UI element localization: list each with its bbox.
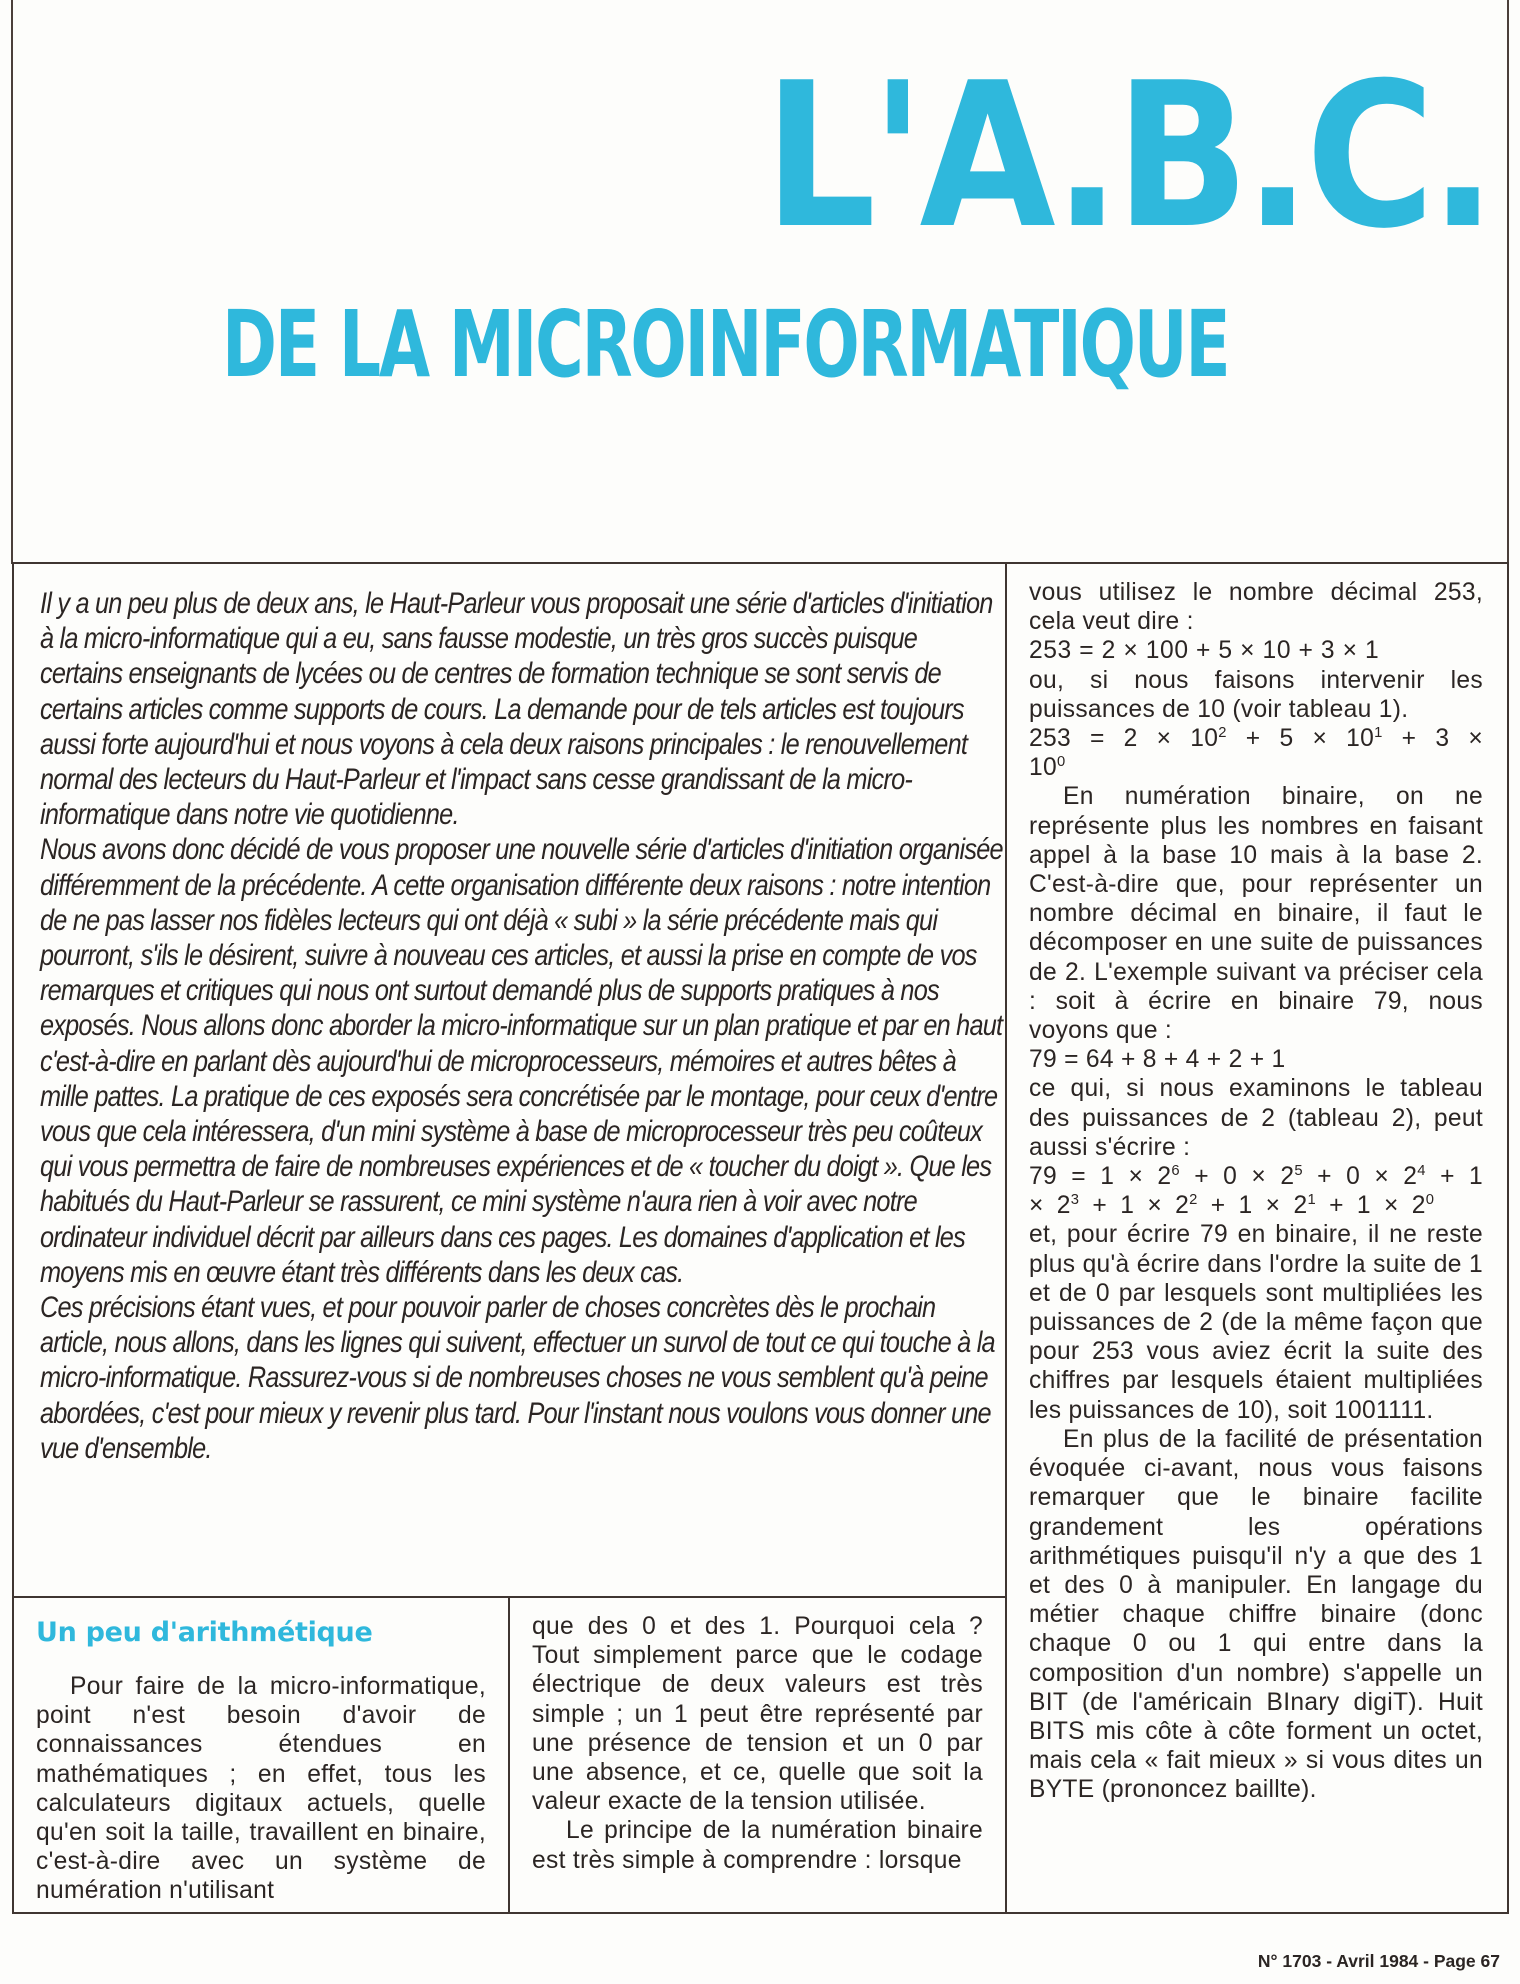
body-paragraph: ce qui, si nous examinons le tableau des puissances de 2 (tableau 2), peut aussi s'écrire : [1029, 1075, 1483, 1161]
intro-paragraph: Il y a un peu plus de deux ans, le Haut-Parleur vous proposait une série d'articles d'initiation à la micro-informatique qui a eu, sans fausse modestie, un très gros succès puisque certains enseignants de lycées ou de centres de formation technique se sont servis de certains articles comme supports de cours. La demande pour de tels articles est toujours aussi forte aujourd'hui et nous voyons à cela deux raisons principales : le renouvellement normal des lecteurs du Haut-Parleur et l'impact sans cesse grandissant de la micro-informatique dans notre vie quotidienne. [40, 587, 993, 832]
body-paragraph: Le principe de la numération binaire est très simple à comprendre : lorsque [532, 1817, 983, 1874]
equation: 253 = 2 × 100 + 5 × 10 + 3 × 1 [1029, 637, 1380, 665]
section-heading: Un peu d'arithmétique [36, 1617, 373, 1648]
equation: $79 = 1 \times 2^6 + 0 \times 2^5 + 0 \times 2^4 + 1 \times 2^3 + 1 \times 2^2 + 1 \times 2^1 + 1 \times 2^0$ [1029, 1163, 1484, 1220]
intro-paragraph: Ces précisions étant vues, et pour pouvoir parler de choses concrètes dès le prochain article, nous allons, dans les lignes qui suivent, effectuer un survol de tout ce qui touche à la micro-informatique. Rassurez-vous si de nombreuses choses ne vous semblent qu'à peine abordées, c'est pour mieux y revenir plus tard. Pour l'instant nous voulons vous donner une vue d'ensemble. [40, 1291, 995, 1465]
intro-box [12, 562, 1007, 1598]
body-paragraph: et, pour écrire 79 en binaire, il ne reste plus qu'à écrire dans l'ordre la suite de 1 et de 0 par lesquels sont multipliées les puissances de 2 (de la même façon que pour 253 vous aviez écrit la suite des chiffres par lesquels étaient multipliées les puissances de 10), soit 1001111. [1029, 1221, 1483, 1424]
frame-right-line [1507, 0, 1509, 564]
body-paragraph: Pour faire de la micro-informatique, point n'est besoin d'avoir de connaissances étendues en mathématiques ; en effet, tous les calculateurs digitaux actuels, quelle qu'en soit la taille, travaillent en binaire, c'est-à-dire avec un système de numération n'utilisant [36, 1673, 486, 1905]
body-paragraph: vous utilisez le nombre décimal 253, cela veut dire : [1029, 579, 1483, 636]
body-paragraph: que des 0 et des 1. Pourquoi cela ? Tout simplement parce que le codage électrique de deux valeurs est très simple ; un 1 peut être représenté par une présence de tension et un 0 par une absence, et ce, quelle que soit la valeur exacte de la tension utilisée. [532, 1613, 983, 1816]
article-column-3 [1005, 562, 1509, 1914]
body-paragraph: En plus de la facilité de présentation évoquée ci-avant, nous vous faisons remarquer que le binaire facilite grandement les opérations arithmétiques puisqu'il n'y a que des 1 et des 0 à manipuler. En langage du métier chaque chiffre binaire (donc chaque 0 ou 1 qui entre dans la composition d'un nombre) s'appelle un BIT (de l'américain BInary digiT). Huit BITS mis côte à côte forment un octet, mais cela « fait mieux » si vous dites un BYTE (prononcez baillte). [1029, 1425, 1483, 1804]
page-title: L'A.B.C. [764, 40, 1492, 273]
page-footer: N° 1703 - Avril 1984 - Page 67 [1257, 1951, 1500, 1971]
equation: $253 = 2 \times 10^2 + 5 \times 10^1 + 3 \times 10^0$ [1029, 725, 1483, 782]
body-paragraph: En numération binaire, on ne représente plus les nombres en faisant appel à la base 10 mais à la base 2. C'est-à-dire que, pour représenter un nombre décimal en binaire, il faut le décomposer en une suite de puissances de 2. L'exemple suivant va préciser cela : soit à écrire en binaire 79, nous voyons que : [1029, 783, 1483, 1045]
body-paragraph: ou, si nous faisons intervenir les puissances de 10 (voir tableau 1). [1029, 666, 1483, 723]
page-subtitle: DE LA MICROINFORMATIQUE [222, 291, 1229, 398]
equation: 79 = 64 + 8 + 4 + 2 + 1 [1029, 1046, 1286, 1074]
article-column-2 [508, 1596, 1007, 1914]
intro-paragraph: Nous avons donc décidé de vous proposer une nouvelle série d'articles d'initiation organisée différemment de la précédente. A cette organisation différente deux raisons : notre intention de ne pas lasser nos fidèles lecteurs qui ont déjà « subi » la série précédente mais qui pourront, s'ils le désirent, suivre à nouveau ces articles, et aussi la prise en compte de vos remarques et critiques qui nous ont surtout demandé plus de supports pratiques à nos exposés. Nous allons donc aborder la micro-informatique sur un plan pratique et par en haut c'est-à-dire en parlant dès aujourd'hui de microprocesseurs, mémoires et autres bêtes à mille pattes. La pratique de ces exposés sera concrétisée par le montage, pour ceux d'entre vous que cela intéressera, d'un mini système à base de microprocesseur très peu coûteux qui vous permettra de faire de nombreuses expériences et de « toucher du doigt ». Que les habitués du Haut-Parleur se rassurent, ce mini système n'aura rien à voir avec notre ordinateur individuel décrit par ailleurs dans ces pages. Les domaines d'application et les moyens mis en œuvre étant très différents dans les deux cas. [40, 833, 1003, 1289]
article-column-1 [12, 1596, 510, 1914]
frame-left-line [11, 0, 13, 564]
